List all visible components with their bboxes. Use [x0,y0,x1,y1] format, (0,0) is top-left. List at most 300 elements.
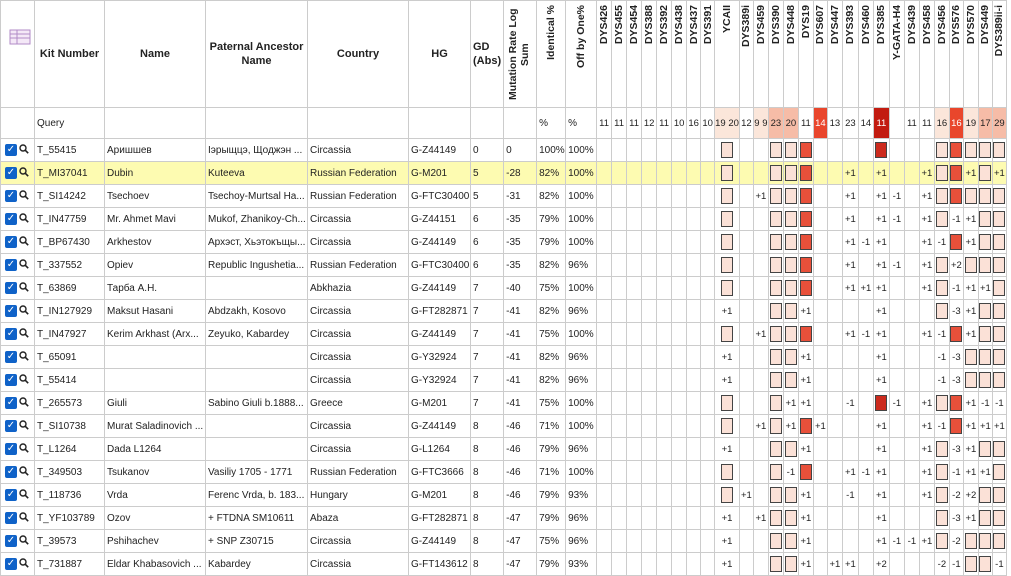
magnifier-icon[interactable] [19,328,29,341]
magnifier-icon[interactable] [19,144,29,157]
marker-swatch [992,300,1006,323]
magnifier-icon[interactable] [19,420,29,433]
marker-empty [813,208,827,231]
marker-swatch [978,300,992,323]
table-row[interactable] [1,323,1007,346]
marker-empty [701,300,715,323]
cell-off-by-one: 96% [566,254,597,277]
marker-swatch [783,185,798,208]
marker-empty [627,162,642,185]
magnifier-icon[interactable] [19,167,29,180]
marker-swatch [934,530,949,553]
marker-empty [687,254,701,277]
marker-diff: +1 [739,484,753,507]
col-marker[interactable]: DYS460 [858,1,873,108]
cell-off-by-one: 100% [566,162,597,185]
marker-empty [687,231,701,254]
row-checkbox[interactable]: ✓ [6,213,16,224]
cell-mutation: -41 [504,369,537,392]
marker-diff: -1 [992,392,1006,415]
marker-empty [904,346,919,369]
marker-empty [612,300,627,323]
table-row[interactable] [1,507,1007,530]
col-marker[interactable]: DYS389ii-i [992,1,1006,108]
cell-kit-number[interactable]: T_65091 [35,346,105,369]
cell-kit-number[interactable]: T_337552 [35,254,105,277]
cell-ancestor [206,415,308,438]
marker-swatch [768,208,783,231]
marker-empty [753,139,768,162]
marker-empty [657,484,672,507]
marker-diff: +1 [919,277,934,300]
row-checkbox[interactable]: ✓ [6,443,16,454]
marker-empty [813,484,827,507]
cell-hg: G-Z44149 [409,323,471,346]
marker-empty [889,553,904,576]
marker-diff: +1 [873,369,889,392]
table-row[interactable] [1,300,1007,323]
marker-empty [739,438,753,461]
marker-empty [627,185,642,208]
marker-empty [642,139,657,162]
table-row[interactable] [1,346,1007,369]
marker-swatch [783,277,798,300]
magnifier-icon[interactable] [19,535,29,548]
row-checkbox[interactable]: ✓ [6,351,16,362]
marker-diff: -1 [934,346,949,369]
cell-off-by-one: 100% [566,323,597,346]
marker-swatch [934,484,949,507]
cell-kit-number[interactable]: T_265573 [35,392,105,415]
marker-empty [627,254,642,277]
marker-empty [904,392,919,415]
marker-empty [672,484,687,507]
row-actions [1,553,35,576]
table-row[interactable] [1,277,1007,300]
col-marker[interactable]: DYS576 [949,1,963,108]
marker-diff: +1 [715,530,740,553]
table-row[interactable] [1,484,1007,507]
query-marker-value: 17 [978,108,992,139]
magnifier-icon[interactable] [19,259,29,272]
marker-swatch [715,162,740,185]
marker-empty [642,277,657,300]
row-checkbox[interactable]: ✓ [6,144,16,155]
col-marker[interactable]: DYS392 [657,1,672,108]
marker-empty [612,507,627,530]
marker-empty [672,553,687,576]
magnifier-icon[interactable] [19,374,29,387]
table-row[interactable] [1,415,1007,438]
cell-kit-number[interactable]: T_118736 [35,484,105,507]
cell-mutation: -46 [504,415,537,438]
col-kit-number[interactable]: Kit Number [35,1,105,108]
marker-empty [612,438,627,461]
cell-identical: 79% [537,438,566,461]
cell-country: Circassia [308,553,409,576]
magnifier-icon[interactable] [19,282,29,295]
col-marker[interactable]: DYS388 [642,1,657,108]
marker-diff: +1 [919,185,934,208]
col-marker[interactable]: DYS459 [753,1,768,108]
marker-empty [889,162,904,185]
row-checkbox[interactable]: ✓ [6,374,16,385]
col-country[interactable]: Country [308,1,409,108]
col-marker[interactable]: DYS439 [904,1,919,108]
marker-empty [889,461,904,484]
marker-empty [627,369,642,392]
row-checkbox[interactable]: ✓ [6,190,16,201]
marker-empty [642,323,657,346]
col-marker[interactable]: DYS438 [672,1,687,108]
cell-mutation: -35 [504,231,537,254]
marker-empty [827,231,842,254]
marker-diff: -1 [949,553,963,576]
magnifier-icon[interactable] [19,397,29,410]
magnifier-icon[interactable] [19,466,29,479]
marker-empty [627,231,642,254]
marker-empty [813,553,827,576]
marker-empty [813,323,827,346]
marker-swatch [992,139,1006,162]
table-row[interactable] [1,392,1007,415]
col-marker[interactable]: DYS448 [783,1,798,108]
marker-empty [642,507,657,530]
marker-diff: +1 [715,369,740,392]
marker-empty [657,254,672,277]
marker-diff: +1 [842,185,858,208]
col-mutation-rate[interactable]: Mutation Rate Log Sum [504,1,537,108]
cell-ancestor: Tsechoy-Murtsal Ha... [206,185,308,208]
table-row[interactable] [1,461,1007,484]
marker-empty [889,231,904,254]
col-marker[interactable]: DYS455 [612,1,627,108]
magnifier-icon[interactable] [19,443,29,456]
cell-mutation: -47 [504,530,537,553]
marker-empty [739,323,753,346]
marker-swatch [715,208,740,231]
col-marker[interactable]: YCAII [715,1,740,108]
marker-swatch [768,254,783,277]
marker-empty [687,346,701,369]
cell-kit-number[interactable]: T_SI14242 [35,185,105,208]
marker-empty [813,507,827,530]
query-marker-value: 10 [672,108,687,139]
marker-swatch [768,484,783,507]
marker-diff: -2 [934,553,949,576]
magnifier-icon[interactable] [19,305,29,318]
col-marker[interactable]: DYS385 [873,1,889,108]
row-checkbox[interactable]: ✓ [6,282,16,293]
marker-empty [904,254,919,277]
table-row[interactable] [1,162,1007,185]
row-checkbox[interactable]: ✓ [6,420,16,431]
marker-empty [612,208,627,231]
marker-empty [687,415,701,438]
marker-empty [904,208,919,231]
magnifier-icon[interactable] [19,489,29,502]
magnifier-icon[interactable] [19,213,29,226]
marker-diff: +1 [783,392,798,415]
cell-country: Circassia [308,231,409,254]
row-checkbox[interactable]: ✓ [6,167,16,178]
cell-mutation: 0 [504,139,537,162]
marker-diff: -1 [934,369,949,392]
magnifier-icon[interactable] [19,512,29,525]
cell-identical: 100% [537,139,566,162]
table-row[interactable] [1,139,1007,162]
cell-mutation: -41 [504,323,537,346]
row-checkbox[interactable]: ✓ [6,512,16,523]
cell-hg: G-Z44149 [409,415,471,438]
cell-kit-number[interactable]: T_55414 [35,369,105,392]
col-marker[interactable]: DYS447 [827,1,842,108]
marker-empty [687,300,701,323]
marker-swatch [934,139,949,162]
marker-empty [687,484,701,507]
cell-mutation: -46 [504,484,537,507]
marker-swatch [715,392,740,415]
marker-empty [657,162,672,185]
marker-empty [889,277,904,300]
marker-swatch [783,254,798,277]
cell-ancestor: + SNP Z30715 [206,530,308,553]
cell-ancestor: Zeyuko, Kabardey [206,323,308,346]
marker-empty [739,553,753,576]
query-marker-value: 19 [963,108,978,139]
cell-gd: 5 [471,162,504,185]
marker-swatch [783,484,798,507]
marker-diff: +1 [919,231,934,254]
col-marker[interactable]: DYS19 [798,1,813,108]
row-checkbox[interactable]: ✓ [6,535,16,546]
export-icon-cell[interactable] [1,1,35,108]
marker-empty [739,369,753,392]
query-marker-value: 11 [627,108,642,139]
table-row[interactable] [1,231,1007,254]
col-paternal-ancestor[interactable]: Paternal Ancestor Name [206,1,308,108]
col-gd[interactable]: GD (Abs) [471,1,504,108]
marker-empty [827,438,842,461]
cell-kit-number[interactable]: T_IN127929 [35,300,105,323]
marker-empty [889,438,904,461]
row-actions [1,300,35,323]
magnifier-icon[interactable] [19,236,29,249]
cell-country: Circassia [308,300,409,323]
col-marker[interactable]: DYS437 [687,1,701,108]
marker-swatch [783,346,798,369]
table-row[interactable] [1,369,1007,392]
marker-empty [672,415,687,438]
col-marker[interactable]: DYS456 [934,1,949,108]
row-actions [1,185,35,208]
col-marker[interactable]: DYS389i [739,1,753,108]
table-row[interactable] [1,553,1007,576]
cell-country: Circassia [308,369,409,392]
marker-swatch [978,346,992,369]
cell-off-by-one: 100% [566,139,597,162]
row-checkbox[interactable]: ✓ [6,489,16,500]
cell-gd: 7 [471,346,504,369]
marker-diff: -3 [949,369,963,392]
marker-swatch [949,392,963,415]
col-marker[interactable]: DYS454 [627,1,642,108]
cell-identical: 71% [537,415,566,438]
marker-empty [739,392,753,415]
marker-diff: +1 [919,461,934,484]
marker-empty [858,507,873,530]
marker-empty [612,415,627,438]
cell-gd: 8 [471,415,504,438]
cell-hg: G-Y32924 [409,346,471,369]
marker-empty [858,369,873,392]
marker-swatch [873,139,889,162]
query-marker-value: 11 [612,108,627,139]
cell-kit-number[interactable]: T_731887 [35,553,105,576]
marker-swatch [798,162,813,185]
cell-name: Dada L1264 [105,438,206,461]
cell-kit-number[interactable]: T_63869 [35,277,105,300]
col-marker[interactable]: DYS458 [919,1,934,108]
marker-empty [753,254,768,277]
cell-kit-number[interactable]: T_IN47759 [35,208,105,231]
col-marker[interactable]: DYS607 [813,1,827,108]
marker-swatch [949,323,963,346]
row-actions [1,162,35,185]
marker-empty [813,346,827,369]
col-marker[interactable]: DYS391 [701,1,715,108]
marker-empty [827,530,842,553]
cell-kit-number[interactable]: T_349503 [35,461,105,484]
table-row[interactable] [1,208,1007,231]
cell-kit-number[interactable]: T_55415 [35,139,105,162]
marker-empty [739,162,753,185]
cell-kit-number[interactable]: T_YF103789 [35,507,105,530]
marker-empty [657,369,672,392]
marker-swatch [715,254,740,277]
table-icon[interactable] [9,29,31,48]
table-row[interactable] [1,254,1007,277]
marker-empty [627,461,642,484]
cell-kit-number[interactable]: T_L1264 [35,438,105,461]
row-checkbox[interactable]: ✓ [6,236,16,247]
cell-kit-number[interactable]: T_BP67430 [35,231,105,254]
marker-empty [827,139,842,162]
col-hg[interactable]: HG [409,1,471,108]
marker-diff: +1 [842,208,858,231]
cell-kit-number[interactable]: T_IN47927 [35,323,105,346]
row-actions [1,231,35,254]
marker-empty [627,530,642,553]
row-actions [1,438,35,461]
marker-swatch [934,461,949,484]
magnifier-icon[interactable] [19,558,29,571]
col-marker[interactable]: Y-GATA-H4 [889,1,904,108]
row-checkbox[interactable]: ✓ [6,397,16,408]
marker-empty [813,277,827,300]
marker-empty [813,139,827,162]
marker-diff: +1 [963,461,978,484]
marker-diff: +1 [978,415,992,438]
marker-swatch [978,323,992,346]
col-off-by-one[interactable]: Off by One% [566,1,597,108]
cell-ancestor [206,438,308,461]
row-checkbox[interactable]: ✓ [6,328,16,339]
marker-diff: +1 [798,346,813,369]
table-row[interactable] [1,530,1007,553]
cell-kit-number[interactable]: T_SI10738 [35,415,105,438]
cell-ancestor: Iэрыщцэ, Щоджэн ... [206,139,308,162]
cell-kit-number[interactable]: T_MI37041 [35,162,105,185]
col-marker[interactable]: DYS426 [597,1,612,108]
table-row[interactable] [1,185,1007,208]
marker-diff: -1 [783,461,798,484]
marker-diff: +1 [963,162,978,185]
marker-empty [597,300,612,323]
marker-empty [858,139,873,162]
marker-diff: -1 [889,185,904,208]
cell-mutation: -46 [504,461,537,484]
marker-empty [642,415,657,438]
magnifier-icon[interactable] [19,190,29,203]
marker-empty [813,231,827,254]
marker-swatch [992,231,1006,254]
marker-diff: +1 [992,415,1006,438]
marker-empty [858,208,873,231]
cell-country: Greece [308,392,409,415]
col-marker[interactable]: DYS393 [842,1,858,108]
marker-empty [687,461,701,484]
col-marker[interactable]: DYS449 [978,1,992,108]
marker-empty [813,530,827,553]
marker-empty [842,346,858,369]
marker-empty [858,162,873,185]
col-marker[interactable]: DYS570 [963,1,978,108]
marker-empty [687,277,701,300]
cell-kit-number[interactable]: T_39573 [35,530,105,553]
marker-diff: +1 [873,484,889,507]
marker-diff: +1 [919,162,934,185]
marker-empty [827,185,842,208]
marker-swatch [978,369,992,392]
marker-empty [858,254,873,277]
marker-swatch [992,438,1006,461]
cell-off-by-one: 100% [566,392,597,415]
table-row[interactable] [1,438,1007,461]
marker-empty [904,300,919,323]
marker-empty [597,162,612,185]
cell-hg: G-Z44149 [409,530,471,553]
col-identical[interactable]: Identical % [537,1,566,108]
marker-diff: -1 [949,461,963,484]
row-checkbox[interactable]: ✓ [6,259,16,270]
col-marker[interactable]: DYS390 [768,1,783,108]
marker-empty [687,438,701,461]
magnifier-icon[interactable] [19,351,29,364]
row-actions [1,461,35,484]
marker-empty [597,231,612,254]
row-checkbox[interactable]: ✓ [6,305,16,316]
cell-hg: G-FTC3666 [409,461,471,484]
marker-empty [904,553,919,576]
col-name[interactable]: Name [105,1,206,108]
cell-mutation: -40 [504,277,537,300]
marker-diff: +1 [798,438,813,461]
marker-empty [612,277,627,300]
marker-empty [642,185,657,208]
row-checkbox[interactable]: ✓ [6,558,16,569]
row-checkbox[interactable]: ✓ [6,466,16,477]
